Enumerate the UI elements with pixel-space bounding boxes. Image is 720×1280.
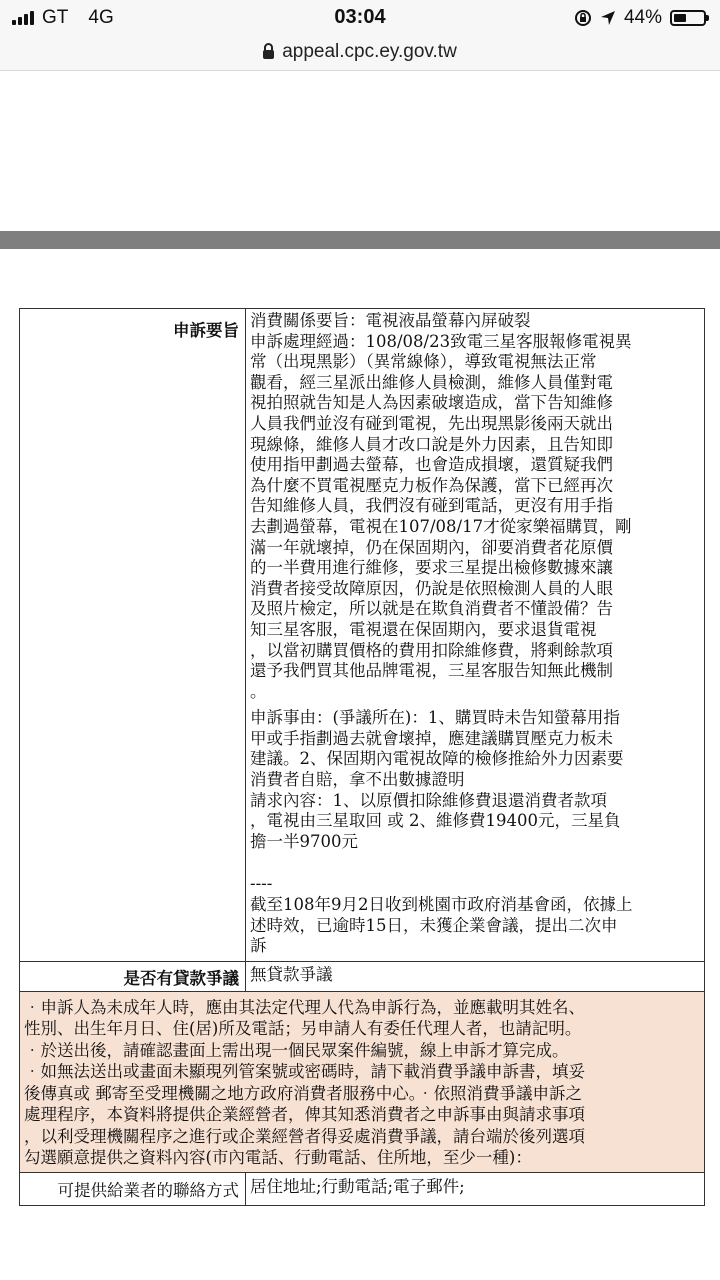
network-label: 4G [88,7,114,28]
complaint-deadline-note: 截至108年9月2日收到桃園市政府消基會函，依據上 述時效，已逾時15日，未獲企業會議，提出二次申 訴 [250,895,633,956]
battery-icon [670,10,706,26]
complaint-process: 申訴處理經過：108/08/23致電三星客服報修電視異 常（出現黑影）（異常線條），導致電視無法正常 觀看，經三星派出維修人員檢測，維修人員僅對電 視拍照就告知是人為因素破壞造成，當下告知維修 人員我們並沒有碰到電視，先出現黑影後兩天就出 現線條，維修人員才改口說是外力因素，且告知即 使用指甲劃過去螢幕，也會造成損壞，還質疑我們 為什麼不買電視壓克力板作為保護，當下已經再次 告知維修人員，我們沒有碰到電話，更沒有用手指 去劃過螢幕，電視在107/08/17才從家樂福購買，剛 滿一年就壞掉，仍在保固期內，卻要消費者花原價 的一半費用進行維修，要求三星提出檢修數據來讓 消費者接受故障原因，仍說是依照檢測人員的人眼 及照片檢定，所以就是在欺負消費者不懂設備？告 知三星客服，電視還在保固期內，要求退貨電視 ，以當初購買價格的費用扣除維修費，將剩餘款項 還予我們買其他品牌電視，三星客服告知無此機制 。 [250,331,632,701]
contact-row [20,1172,705,1205]
complaint-request: 請求內容：1、以原價扣除維修費退還消費者款項 ，電視由三星取回 或 2、維修費19400元，三星負 擔一半9700元 [250,790,621,851]
notice-box [20,991,705,1172]
contact-label: 可提供給業者的聯絡方式 [20,1172,246,1205]
rotation-lock-icon [574,9,592,27]
status-right [574,7,706,29]
complaint-reason: 申訴事由：(爭議所在)：1、購買時未告知螢幕用指 甲或手指劃過去就會壞掉，應建議購買壓克力板未 建議。2、保固期內電視故障的檢修推給外力因素要 消費者自賠，拿不出數據證明 [250,708,624,790]
notice-row [20,991,705,1172]
lock-icon [263,50,274,59]
battery-percent: 44% [623,7,662,28]
address-bar[interactable] [0,34,720,71]
notice-confirm: ‧於送出後，請確認畫面上需出現一個民眾案件編號，線上申訴才算完成。 [24,1040,569,1060]
loan-label: 是否有貸款爭議 [20,961,246,991]
complaint-content [246,309,705,962]
notice-fallback: ‧如無法送出或畫面未顯現列管案號或密碼時，請下載消費爭議申訴書，填妥 後傳真或 郵寄至受理機關之地方政府消費者服務中心。‧依照消費爭議申訴之 處理程序，本資料將提供企業經營者，俾其知悉消費者之申訴事由與請求事項 ，以利受理機關程序之進行或企業經營者得妥處消費爭議，請台端於後列選項 勾選願意提供之資料內容(市內電話、行動電話、住所地，至少一種)： [24,1062,585,1168]
page-header-band [0,231,720,249]
carrier-label: GT [42,7,69,28]
complaint-row [20,309,705,962]
location-icon [600,10,616,26]
complaint-separator: ---- [250,874,273,894]
notice-minor: ‧申訴人為未成年人時，應由其法定代理人代為申訴行為，並應載明其姓名、 性別、出生年月日、住(居)所及電話；另申請人有委任代理人者，也請記明。 [24,997,585,1039]
loan-value: 無貸款爭議 [246,961,705,991]
complaint-form-table [19,308,705,1206]
status-bar [0,0,720,34]
clock: 03:04 [334,6,386,28]
url-text[interactable]: appeal.cpc.ey.gov.tw [282,41,457,62]
loan-row [20,961,705,991]
complaint-label: 申訴要旨 [20,309,246,962]
complaint-summary: 消費關係要旨：電視液晶螢幕內屏破裂 [250,311,531,330]
contact-value: 居住地址;行動電話;電子郵件; [246,1172,705,1205]
